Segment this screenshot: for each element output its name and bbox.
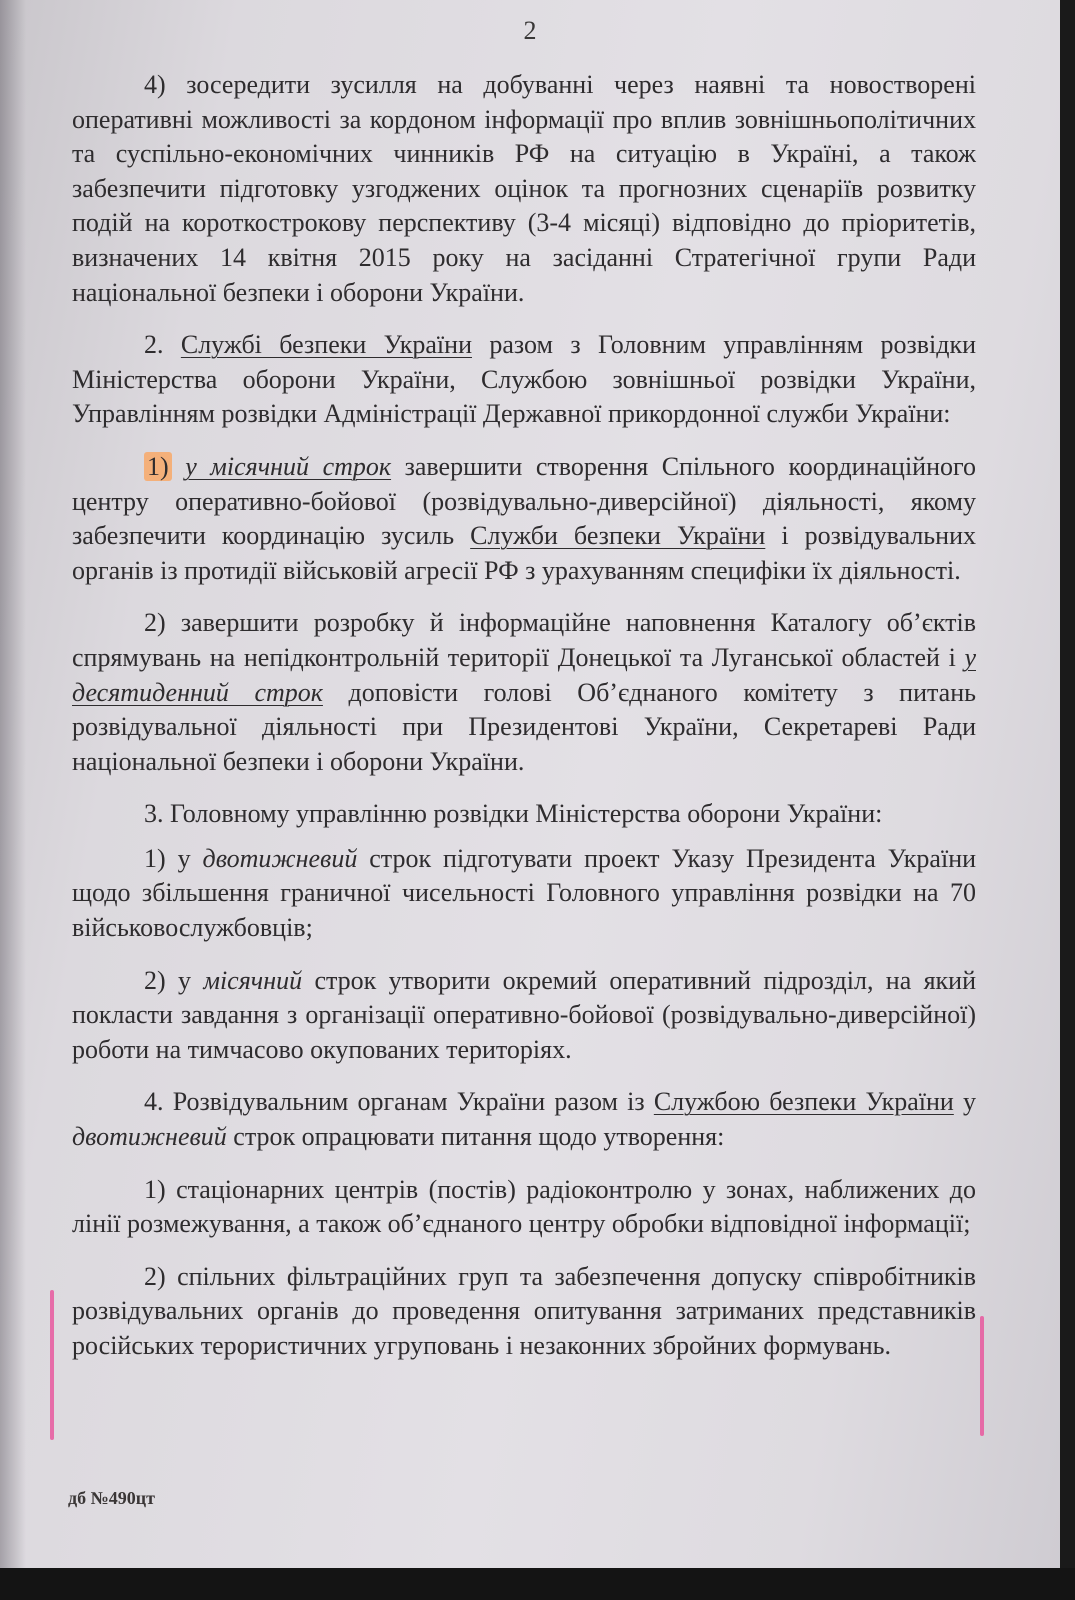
deadline-term: двотижневий bbox=[72, 1122, 227, 1152]
page-number: 2 bbox=[523, 16, 537, 45]
item-text: зосередити зусилля на добуванні через наявні та новостворені оперативні можливості за кордоном інформації про вплив зовнішньополітичних та суспільно-економічних чинників РФ на ситуацію в Україні, а також забезпечити підготовку узгоджених оцінок та прогнозних сценаріїв розвитку подій на короткострокову перспективу (3-4 місяці) відповідно до пріоритетів, визначених 14 квітня 2015 року на засіданні Стратегічної групи Ради національної безпеки і оборони України. bbox=[72, 70, 976, 307]
deadline-term: у місячний строк bbox=[185, 451, 392, 481]
section-number: 2. bbox=[144, 330, 164, 360]
section-number: 3. bbox=[144, 799, 164, 829]
deadline-term: двотижневий bbox=[202, 843, 358, 873]
pink-marker-right bbox=[980, 1316, 984, 1436]
item-text: доповісти голові Об’єднаного комітету з питань розвідувальної діяльності при Президентові України, Секретареві Ради національної безпеки і оборони України. bbox=[72, 677, 976, 776]
item-pre: у bbox=[177, 843, 191, 873]
item-text: завершити створення Спільного координаційного центру оперативно-бойової (розвідувально-диверсійної) діяльності, якому забезпечити координацію зусиль bbox=[72, 451, 977, 551]
paragraph-section-2 bbox=[72, 328, 976, 432]
item-number: 4) bbox=[144, 70, 166, 99]
item-text: строк утворити окремий оперативний підрозділ, на який покласти завдання з організації оперативно-бойової (розвідувально-диверсійної) роботи на тимчасово окупованих територіях. bbox=[72, 965, 977, 1064]
deadline-term: у десятиденний строк bbox=[72, 642, 976, 707]
section-subject: Службі безпеки України bbox=[180, 330, 472, 360]
paragraph-section-3 bbox=[72, 797, 976, 832]
pink-marker-left bbox=[50, 1290, 54, 1440]
item-number: 1) bbox=[144, 1174, 166, 1204]
item-number: 2) bbox=[144, 608, 166, 638]
item-text: стаціонарних центрів (постів) радіоконтролю у зонах, наближених до лінії розмежування, а також об’єднаного центру обробки відповідної інформації; bbox=[72, 1174, 977, 1239]
paragraph-section-3-item-2 bbox=[72, 964, 976, 1068]
photo-bottom-edge bbox=[0, 1568, 1075, 1600]
section-text: Розвідувальним органам України разом із bbox=[172, 1087, 645, 1117]
item-pre: у bbox=[178, 965, 192, 995]
paragraph-item-1-4 bbox=[72, 68, 976, 310]
section-text: строк опрацювати питання щодо утворення: bbox=[233, 1122, 725, 1152]
paragraph-section-2-item-1 bbox=[72, 450, 976, 588]
item-text: завершити розробку й інформаційне наповнення Каталогу об’єктів спрямувань на непідконтрольній території Донецької та Луганської областей і bbox=[72, 608, 977, 672]
item-text: спільних фільтраційних груп та забезпечення допуску співробітників розвідувальних органів до проведення опитування затриманих представників російських терористичних угруповань і незаконних збройних формувань. bbox=[72, 1261, 977, 1360]
item-number: 1) bbox=[144, 843, 166, 873]
paragraph-section-4 bbox=[72, 1085, 976, 1154]
paragraph-section-2-item-2 bbox=[72, 606, 976, 779]
paragraph-section-3-item-1 bbox=[72, 842, 976, 946]
section-text: разом з Головним управлінням розвідки Міністерства оборони України, Службою зовнішньої розвідки України, Управлінням розвідки Адміністрації Державної прикордонної служби України: bbox=[72, 330, 976, 429]
item-text: і розвідувальних органів із протидії військовій агресії РФ з урахуванням специфіки їх діяльності. bbox=[72, 521, 976, 585]
item-number: 2) bbox=[144, 1261, 166, 1291]
section-text: Головному управлінню розвідки Міністерства оборони України: bbox=[170, 799, 883, 829]
paragraph-section-4-item-2 bbox=[72, 1260, 976, 1364]
document-body bbox=[72, 68, 976, 1382]
paragraph-section-4-item-1 bbox=[72, 1173, 976, 1242]
underlined-entity: Службою безпеки України bbox=[653, 1087, 954, 1117]
highlighted-item-number: 1) bbox=[144, 452, 172, 481]
section-number: 4. bbox=[144, 1087, 164, 1117]
footer-document-code: дб №490цт bbox=[68, 1488, 155, 1508]
page-shadow bbox=[0, 0, 26, 1568]
deadline-term: місячний bbox=[203, 965, 303, 995]
item-pre: у bbox=[963, 1087, 976, 1117]
underlined-entity: Служби безпеки України bbox=[470, 521, 766, 551]
item-text: строк підготувати проект Указу Президента України щодо збільшення граничної чисельності Головного управління розвідки на 70 військовослужбовців; bbox=[72, 843, 977, 943]
item-number: 2) bbox=[144, 965, 166, 995]
